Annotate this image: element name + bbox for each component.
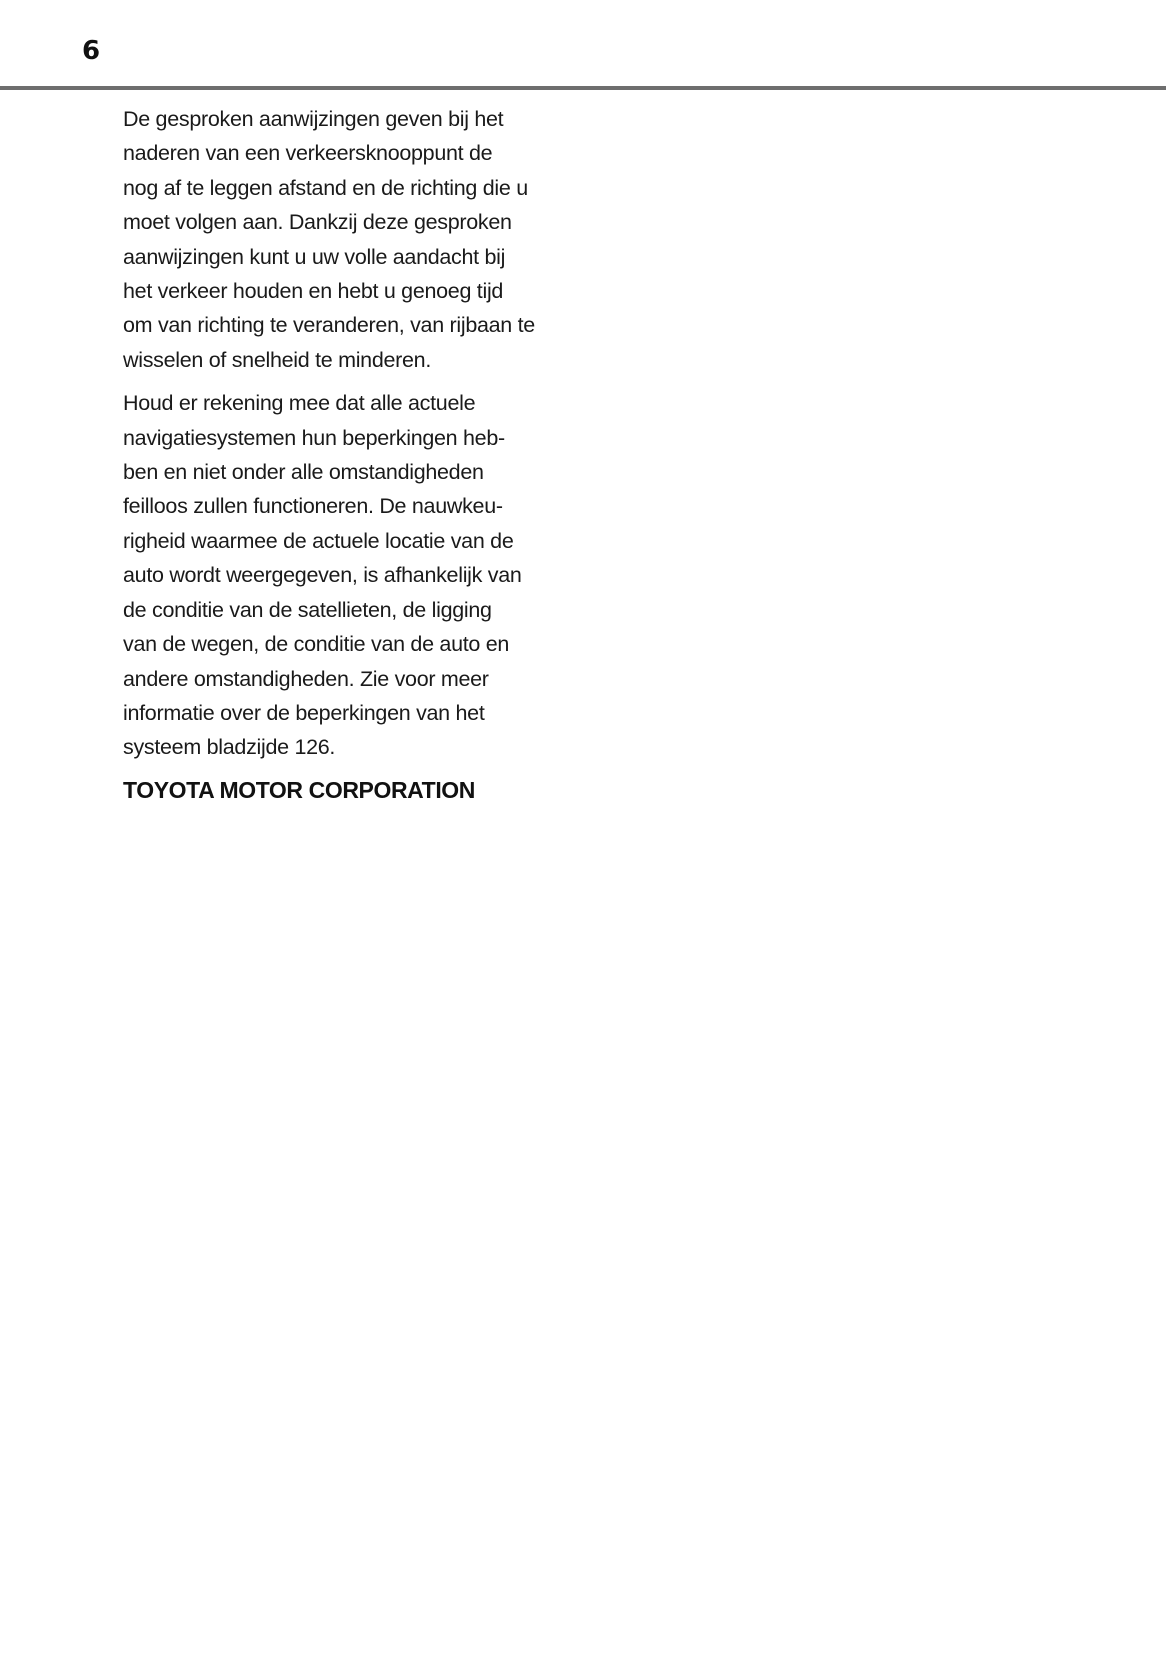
text-line: De gesproken aanwijzingen geven bij het: [123, 107, 504, 131]
text-line: van de wegen, de conditie van de auto en: [123, 632, 510, 657]
text-line: andere omstandigheden. Zie voor meer: [123, 666, 489, 691]
paragraph-system-limitations: [123, 386, 563, 764]
company-name: TOYOTA MOTOR CORPORATION: [123, 776, 476, 803]
text-line: het verkeer houden en hebt u genoeg tijd: [123, 279, 504, 304]
text-line: auto wordt weergegeven, is afhankelijk van: [123, 563, 522, 588]
paragraph-voice-guidance: [123, 102, 563, 377]
header-rule: [0, 86, 1166, 90]
text-line: wisselen of snelheid te minderen.: [123, 347, 432, 372]
text-line: informatie over de beperkingen van het: [123, 700, 485, 725]
text-line: systeem bladzijde 126.: [123, 735, 336, 760]
text-line: nog af te leggen afstand en de richting die u: [123, 175, 528, 200]
text-line: Houd er rekening mee dat alle actuele: [123, 391, 476, 416]
page-number: 6: [82, 36, 101, 66]
text-line: om van richting te veranderen, van rijbaan te: [123, 313, 535, 338]
text-line: aanwijzingen kunt u uw volle aandacht bij: [123, 244, 506, 269]
text-line: moet volgen aan. Dankzij deze gesproken: [123, 210, 512, 235]
text-line: feilloos zullen functioneren. De nauwkeu-: [123, 494, 503, 519]
text-line: navigatiesystemen hun beperkingen heb-: [123, 425, 505, 450]
text-column: [123, 102, 563, 807]
text-line: ben en niet onder alle omstandigheden: [123, 460, 484, 485]
text-line: naderen van een verkeersknooppunt de: [123, 141, 493, 166]
text-line: righeid waarmee de actuele locatie van de: [123, 528, 514, 553]
text-line: de conditie van de satellieten, de ligging: [123, 597, 492, 622]
